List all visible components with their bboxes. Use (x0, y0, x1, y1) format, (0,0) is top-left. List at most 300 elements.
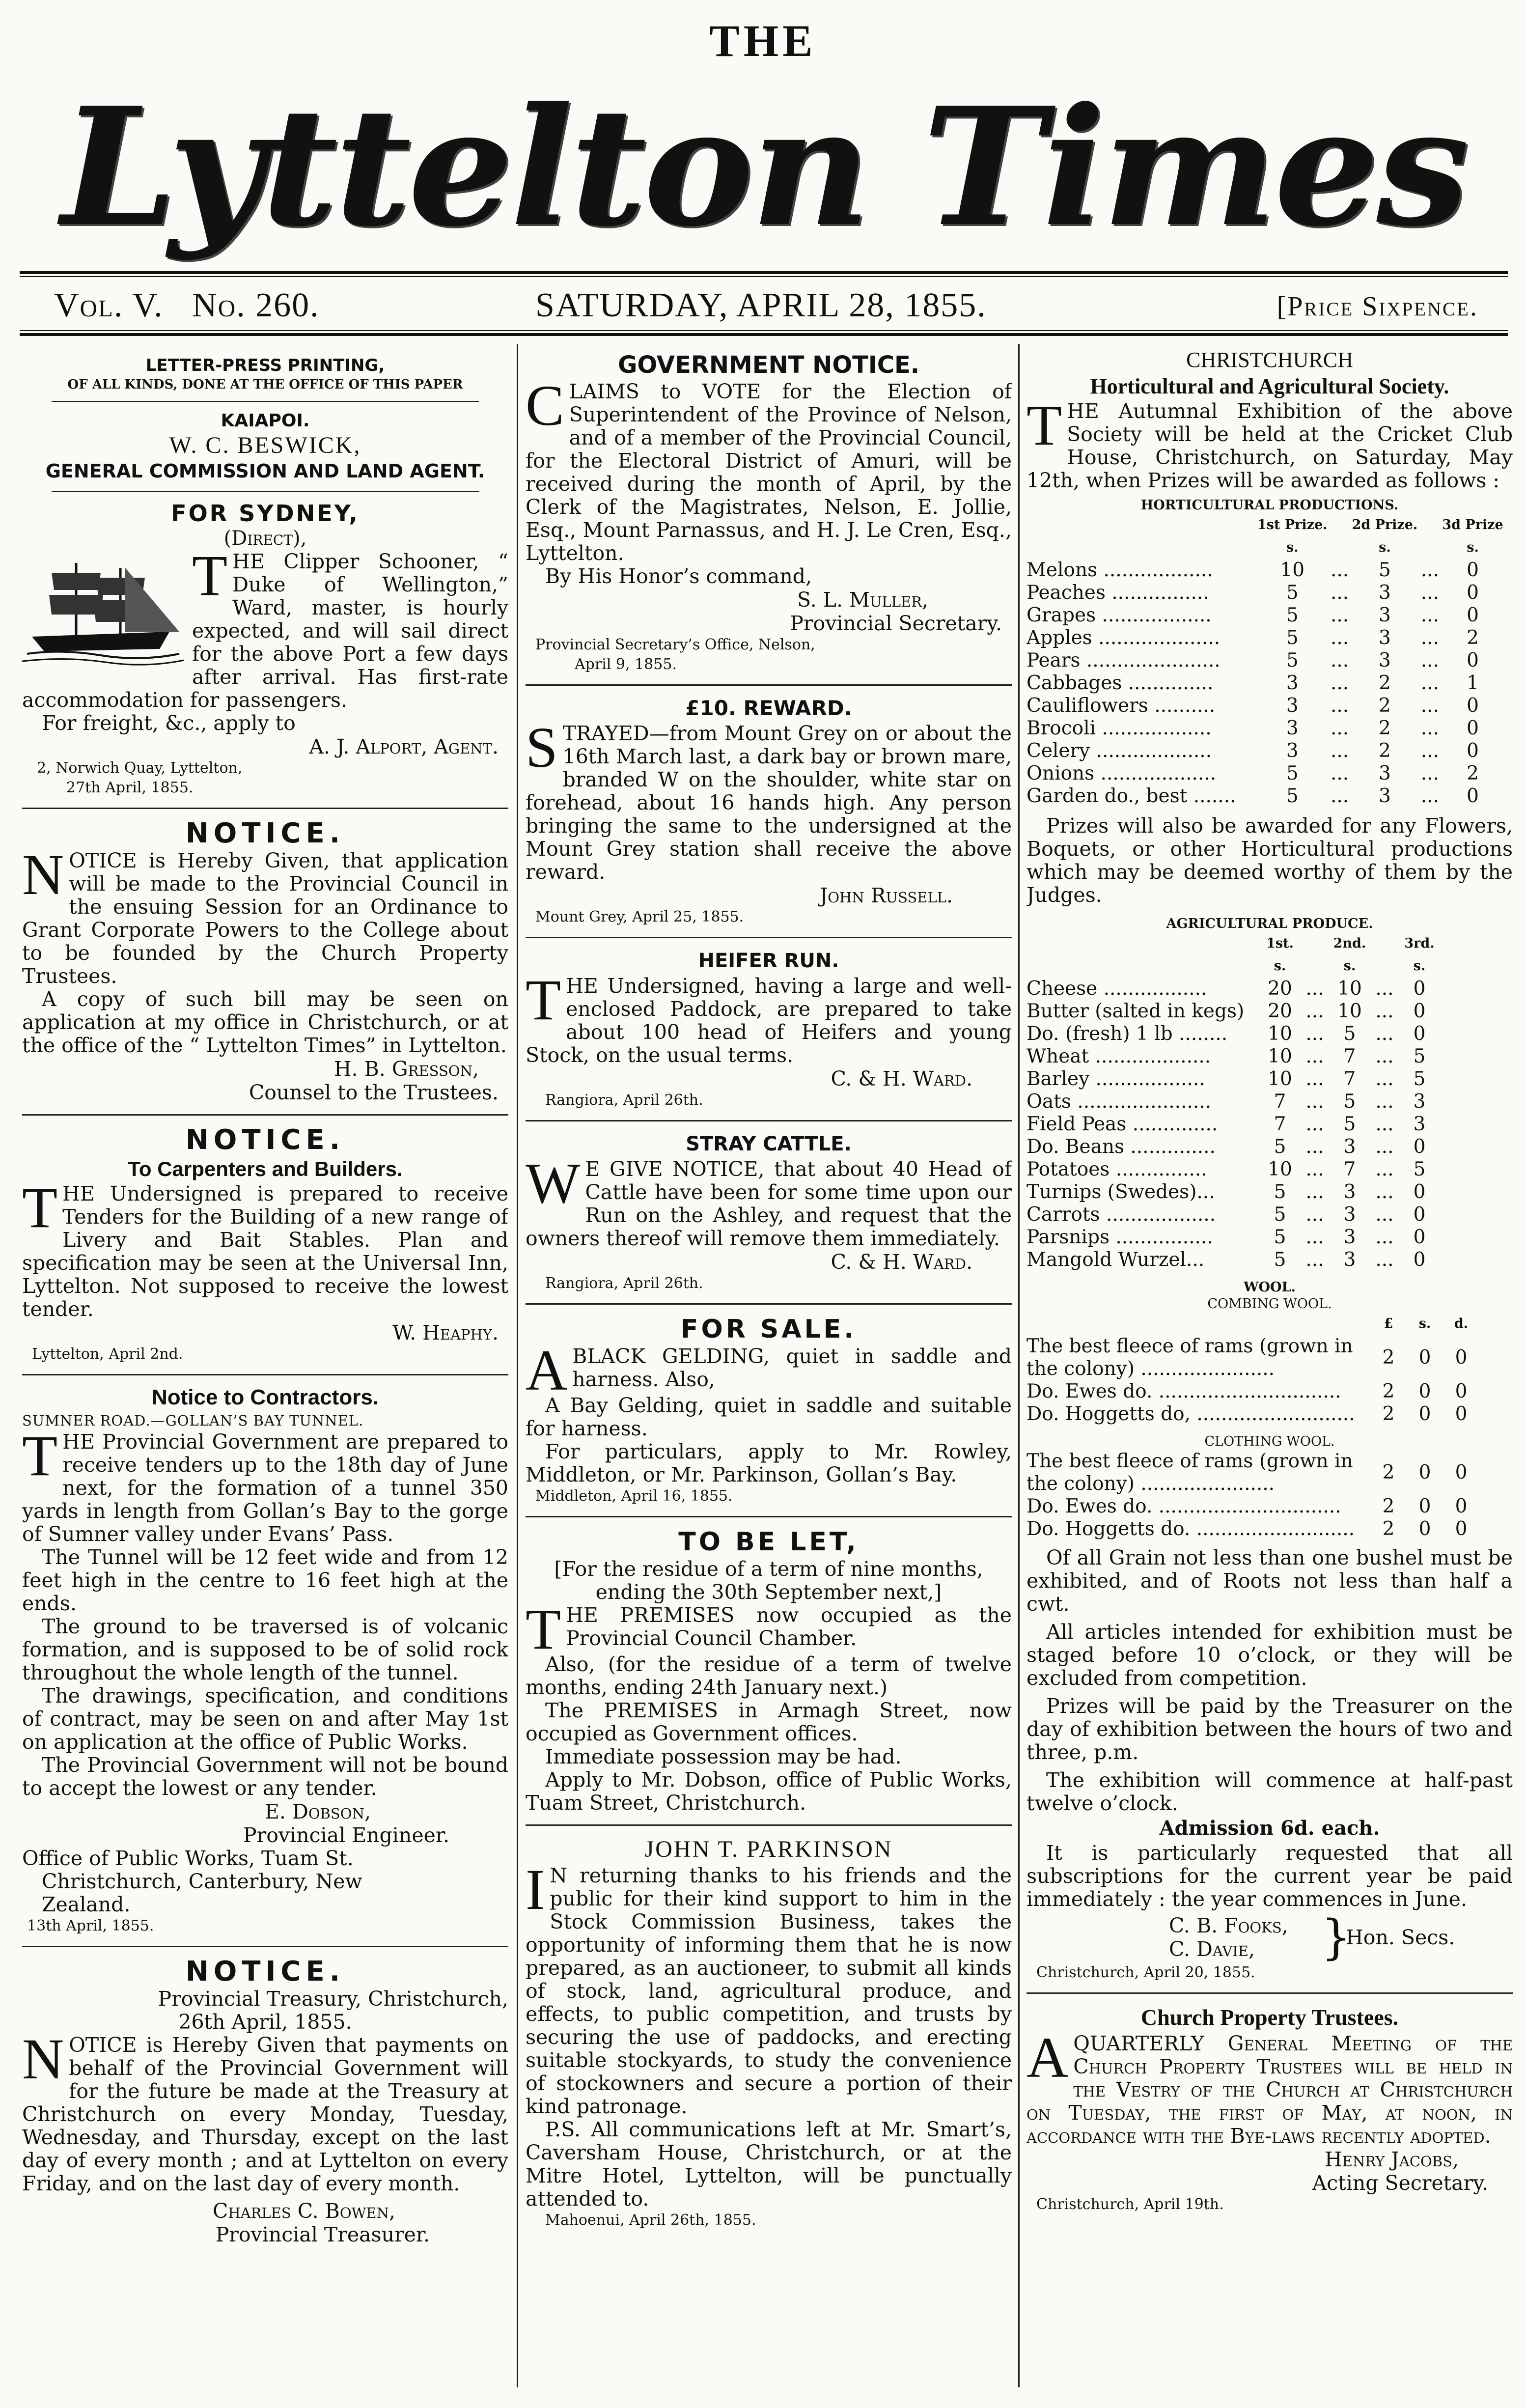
prize-item: Grapes .................. (1027, 604, 1212, 626)
prize-second: 7 (1343, 1045, 1356, 1067)
prize-row (1027, 1181, 1442, 1204)
divider (1027, 1992, 1513, 1994)
separator: ... (1330, 649, 1349, 672)
unit-label: s. (1286, 540, 1299, 555)
separator: ... (1375, 1068, 1394, 1090)
prize-first: 5 (1286, 582, 1299, 604)
separator: ... (1305, 1249, 1324, 1271)
prize-second: 3 (1343, 1204, 1356, 1226)
contractors-p3: The ground to be traversed is of volcanic formation, and is supposed to be of solid rock throughout the whole length of the tunnel. (22, 1615, 508, 1684)
wool-pence: 0 (1455, 1461, 1468, 1484)
parkinson-notice (526, 1835, 1012, 2230)
prize-third: 0 (1413, 1000, 1426, 1022)
let-p5: Apply to Mr. Dobson, office of Public Works, Tuam Street, Christchurch. (526, 1768, 1012, 1815)
wool-pence: 0 (1455, 1403, 1468, 1425)
sydney-apply: For freight, &c., apply to (42, 711, 296, 735)
treasury-date: 26th April, 1855. (178, 2010, 352, 2034)
unit-label: s. (1413, 958, 1426, 974)
reward-body: STRAYED—from Mount Grey on or about the 16th March last, a dark bay or brown mare, branded W on the shoulder, white star on forehead, about 16 hands high. Any person bringing the same to the undersigned at the Mount Grey station shall receive the above reward. (526, 715, 1012, 884)
prize-first: 5 (1274, 1226, 1286, 1248)
separator: ... (1420, 649, 1439, 672)
contractors-signature-title: Provincial Engineer. (243, 1823, 449, 1847)
notice-college (22, 818, 508, 1104)
contractors-body: THE Provincial Government are prepared to receive tenders up to the 18th day of June next, for the formation of a tunnel 350 yards in length from Gollan’s Bay to the gorge of Sumner valley under Evans’ Pass. (22, 1424, 508, 1546)
prize-second: 3 (1379, 582, 1391, 604)
notice-heading: NOTICE. (185, 817, 345, 849)
wool-item: Do. Ewes do. .............................. (1027, 1495, 1341, 1517)
hort-date: Christchurch, April 20, 1855. (1036, 1964, 1255, 1981)
printing-ad (22, 355, 508, 393)
wool-shillings: 0 (1418, 1403, 1431, 1425)
government-notice (526, 350, 1012, 674)
let-p3: The PREMISES in Armagh Street, now occupied as Government offices. (526, 1699, 1012, 1745)
church-date: Christchurch, April 19th. (1036, 2196, 1224, 2213)
gov-signature: S. L. Muller, (797, 588, 928, 612)
wool-pounds: 2 (1382, 1380, 1395, 1402)
church-signature: Henry Jacobs, (1325, 2148, 1459, 2171)
wool-item: Do. Ewes do. .............................. (1027, 1380, 1341, 1402)
separator: ... (1330, 695, 1349, 717)
separator: ... (1420, 627, 1439, 649)
notice-heading: NOTICE. (185, 1124, 345, 1156)
let-sub-2: ending the 30th September next,] (595, 1580, 942, 1604)
separator: ... (1305, 1136, 1324, 1158)
prize-item: Do. (fresh) 1 lb ........ (1027, 1023, 1228, 1045)
prize-item: Parsnips ................ (1027, 1226, 1213, 1248)
heifer-heading: HEIFER RUN. (698, 950, 839, 972)
prize-item: Pears ...................... (1027, 649, 1221, 672)
notice-carpenters (22, 1124, 508, 1364)
prize-first: 5 (1274, 1136, 1286, 1158)
prize-first: 7 (1274, 1091, 1286, 1113)
divider (52, 491, 479, 492)
prize-first: 3 (1286, 672, 1299, 694)
divider (526, 1824, 1012, 1826)
col-header: 1st Prize. (1257, 517, 1328, 532)
wool-item: Do. Hoggetts do, .......................... (1027, 1403, 1355, 1425)
dateline (20, 280, 1508, 329)
divider (526, 1303, 1012, 1305)
wool-shillings: 0 (1418, 1518, 1431, 1540)
treasury-signature: Charles C. Bowen, (212, 2199, 395, 2223)
separator: ... (1330, 672, 1349, 694)
separator: ... (1305, 1091, 1324, 1113)
prize-first: 5 (1286, 762, 1299, 784)
prize-second: 7 (1343, 1158, 1356, 1180)
separator: ... (1305, 1158, 1324, 1180)
separator: ... (1420, 559, 1439, 581)
printing-heading: LETTER-PRESS PRINTING, (145, 356, 385, 375)
treasury-signature-title: Provincial Treasurer. (215, 2223, 430, 2246)
prize-third: 0 (1413, 1249, 1426, 1271)
prize-row (1027, 740, 1503, 762)
prize-second: 3 (1343, 1136, 1356, 1158)
separator: ... (1375, 978, 1394, 1000)
unit-label: s. (1274, 958, 1286, 974)
prize-item: Do. Beans .............. (1027, 1136, 1216, 1158)
wool-row (1027, 1495, 1479, 1518)
prize-third: 0 (1413, 1181, 1426, 1203)
separator: ... (1420, 740, 1439, 762)
separator: ... (1305, 1181, 1324, 1203)
divider (526, 1120, 1012, 1121)
separator: ... (1330, 559, 1349, 581)
prize-second: 10 (1337, 978, 1362, 1000)
prize-second: 2 (1379, 717, 1391, 739)
beswick-ad (22, 410, 508, 483)
prize-item: Barley .................. (1027, 1068, 1205, 1090)
prize-third: 2 (1467, 762, 1479, 784)
prize-first: 10 (1280, 559, 1305, 581)
stray-body: W E GIVE NOTICE, that about 40 Head of Cattle have been for some time upon our Run on the Ashley, and request that the owners thereof will remove them immediately. (526, 1151, 1012, 1250)
divider (22, 1374, 508, 1375)
let-p4: Immediate possession may be had. (545, 1745, 902, 1768)
prize-first: 5 (1274, 1249, 1286, 1271)
prize-row (1027, 1068, 1442, 1091)
prize-item: Field Peas .............. (1027, 1113, 1218, 1135)
separator: ... (1330, 762, 1349, 784)
sale-p3: For particulars, apply to Mr. Rowley, Middleton, or Mr. Parkinson, Gollan’s Bay. (526, 1440, 1012, 1486)
prize-row (1027, 762, 1503, 785)
separator: ... (1420, 695, 1439, 717)
hort-heading-1: CHRISTCHURCH (1186, 348, 1353, 372)
notice-body-2: A copy of such bill may be seen on application at my office in Christchurch, or at the office of the “ Lyttelton Times” in Lyttelton. (22, 987, 508, 1057)
prize-row (1027, 604, 1503, 627)
divider (52, 401, 479, 402)
separator: ... (1305, 978, 1324, 1000)
divider (526, 937, 1012, 938)
wool-pence: 0 (1455, 1495, 1468, 1517)
admission: Admission 6d. each. (1159, 1817, 1380, 1840)
brace-icon: } (1321, 1910, 1352, 1965)
separator: ... (1305, 1204, 1324, 1226)
prize-first: 10 (1268, 1068, 1292, 1090)
wool-row (1027, 1380, 1479, 1403)
separator: ... (1375, 1091, 1394, 1113)
stray-notice (526, 1130, 1012, 1293)
prize-third: 0 (1467, 740, 1479, 762)
prize-row (1027, 559, 1503, 582)
notice-body: THE Undersigned is prepared to receive Tenders for the Building of a new range of Livery and Bait Stables. Plan and specification may be seen at the Universal Inn, Lyttelton. Not supposed to receive the lowest tender. (22, 1176, 508, 1321)
prize-second: 3 (1379, 762, 1391, 784)
column-3 (1027, 344, 1513, 2392)
column-rule (517, 344, 518, 2387)
separator: ... (1375, 1249, 1394, 1271)
masthead-rule-top-thin (20, 276, 1508, 277)
prize-item: Apples .................... (1027, 627, 1221, 649)
separator: ... (1375, 1000, 1394, 1022)
sale-p2: A Bay Gelding, quiet in saddle and suitable for harness. (526, 1394, 1012, 1440)
separator: ... (1375, 1023, 1394, 1045)
separator: ... (1305, 1023, 1324, 1045)
prize-second: 3 (1379, 785, 1391, 807)
church-property-notice (1027, 2003, 1513, 2214)
separator: ... (1375, 1158, 1394, 1180)
beswick-name: W. C. BESWICK, (169, 432, 361, 458)
sydney-subheading: (Direct), (223, 527, 307, 550)
volume-number: Vol. V. No. 260. (54, 286, 320, 324)
gov-office: Provincial Secretary’s Office, Nelson, (535, 636, 815, 653)
contractors-heading: Notice to Contractors. (151, 1385, 379, 1409)
prize-row (1027, 1000, 1442, 1023)
masthead-the: THE (709, 16, 817, 66)
prize-first: 20 (1268, 978, 1292, 1000)
sale-body: ABLACK GELDING, quiet in saddle and harness. Also, (526, 1338, 1012, 1402)
prize-first: 20 (1268, 1000, 1292, 1022)
prize-third: 0 (1467, 649, 1479, 672)
church-heading: Church Property Trustees. (1140, 2005, 1399, 2030)
prize-second: 5 (1343, 1023, 1356, 1045)
prize-item: Turnips (Swedes)... (1027, 1181, 1215, 1203)
reward-notice (526, 695, 1012, 927)
sydney-date: 27th April, 1855. (66, 779, 194, 796)
separator: ... (1375, 1113, 1394, 1135)
hon-secs-label: Hon. Secs. (1346, 1926, 1455, 1949)
wool-pounds: 2 (1382, 1495, 1395, 1517)
wool-pence: 0 (1455, 1346, 1468, 1369)
notice-signature-title: Counsel to the Trustees. (249, 1081, 499, 1104)
wool-row (1027, 1450, 1479, 1495)
prize-row (1027, 582, 1503, 604)
prize-first: 5 (1286, 649, 1299, 672)
clothing-wool-table (1027, 1450, 1479, 1540)
col-header: 2d Prize. (1352, 517, 1418, 532)
wool-pounds: 2 (1382, 1461, 1395, 1484)
prize-first: 10 (1268, 1158, 1292, 1180)
sydney-agent: A. J. Alport, Agent. (309, 735, 499, 758)
stray-date: Rangiora, April 26th. (545, 1275, 703, 1292)
wool-pounds: 2 (1382, 1518, 1395, 1540)
prize-row (1027, 1045, 1442, 1068)
prize-first: 7 (1274, 1113, 1286, 1135)
prize-item: Butter (salted in kegs) (1027, 1000, 1245, 1022)
unit-label: s. (1467, 540, 1479, 555)
wool-shillings: 0 (1418, 1380, 1431, 1402)
sec-2: C. Davie, (1169, 1937, 1255, 1961)
contractors-subheading: SUMNER ROAD.—GOLLAN’S BAY TUNNEL. (22, 1412, 364, 1429)
masthead-rule-bottom (20, 330, 1508, 331)
reward-signature: John Russell. (819, 884, 953, 907)
prize-row (1027, 1091, 1442, 1113)
prize-row (1027, 785, 1503, 808)
reward-heading: £10. REWARD. (685, 696, 852, 720)
prize-second: 3 (1379, 604, 1391, 626)
prize-third: 5 (1413, 1158, 1426, 1180)
hort-productions-heading: HORTICULTURAL PRODUCTIONS. (1140, 498, 1399, 513)
unit-label: s. (1379, 540, 1391, 555)
separator: ... (1305, 1113, 1324, 1135)
prize-item: Brocoli .................. (1027, 717, 1212, 739)
col-header: 3rd. (1404, 936, 1435, 951)
prize-second: 2 (1379, 740, 1391, 762)
prize-item: Mangold Wurzel... (1027, 1249, 1205, 1271)
contractors-date: 13th April, 1855. (27, 1917, 154, 1934)
parkinson-date: Mahoenui, April 26th, 1855. (545, 2212, 756, 2229)
gov-command: By His Honor’s command, (545, 564, 812, 588)
separator: ... (1420, 717, 1439, 739)
separator: ... (1420, 582, 1439, 604)
prize-second: 3 (1343, 1181, 1356, 1203)
agricultural-prize-table (1027, 932, 1442, 1271)
prize-row (1027, 1136, 1442, 1158)
column-rule (1018, 344, 1020, 2387)
beswick-place: KAIAPOI. (221, 411, 310, 431)
prize-row (1027, 1158, 1442, 1181)
prize-third: 2 (1467, 627, 1479, 649)
hort-grain-note: Of all Grain not less than one bushel must be exhibited, and of Roots not less than half a cwt. (1027, 1546, 1513, 1616)
separator: ... (1305, 1068, 1324, 1090)
sydney-address: 2, Norwich Quay, Lyttelton, (37, 759, 243, 777)
contractors-address-3: Zealand. (42, 1893, 131, 1916)
separator: ... (1375, 1045, 1394, 1067)
prize-first: 5 (1286, 604, 1299, 626)
prize-third: 0 (1467, 695, 1479, 717)
prize-second: 3 (1379, 627, 1391, 649)
prize-row (1027, 978, 1442, 1000)
hort-subscriptions-note: It is particularly requested that all subscriptions for the current year be paid immediately : the year commences in June. (1027, 1841, 1513, 1911)
prize-third: 5 (1413, 1045, 1426, 1067)
separator: ... (1330, 717, 1349, 739)
separator: ... (1330, 604, 1349, 626)
prize-item: Oats ...................... (1027, 1091, 1212, 1113)
wool-row (1027, 1518, 1479, 1540)
masthead-rule-top (20, 271, 1508, 274)
wool-pence: 0 (1455, 1518, 1468, 1540)
wool-heading: WOOL. (1244, 1280, 1296, 1295)
prize-second: 3 (1379, 649, 1391, 672)
prize-first: 10 (1268, 1023, 1292, 1045)
separator: ... (1420, 762, 1439, 784)
separator: ... (1375, 1204, 1394, 1226)
gov-body: CLAIMS to VOTE for the Election of Superintendent of the Province of Nelson, and of a member of the Provincial Council, for the Electoral District of Amuri, will be received during the month of April, by the Clerk of the Magistrates, Nelson, E. Jollie, Esq., Mount Parnassus, and H. J. Le Cren, Esq., Lyttelton. (526, 373, 1012, 565)
col-header: d. (1454, 1316, 1469, 1331)
divider (22, 1114, 508, 1116)
heifer-notice (526, 947, 1012, 1110)
prize-second: 10 (1337, 1000, 1362, 1022)
notice-contractors (22, 1384, 508, 1936)
contractors-p5: The Provincial Government will not be bound to accept the lowest or any tender. (22, 1753, 508, 1800)
let-heading: TO BE LET, (678, 1527, 859, 1557)
prize-item: Carrots .................. (1027, 1204, 1216, 1226)
prize-row (1027, 672, 1503, 695)
prize-first: 10 (1268, 1045, 1292, 1067)
wool-pounds: 2 (1382, 1346, 1395, 1369)
prize-row (1027, 1249, 1442, 1271)
wool-item: The best fleece of rams (grown in the colony) ...................... (1027, 1335, 1353, 1380)
prize-third: 0 (1467, 717, 1479, 739)
sale-date: Middleton, April 16, 1855. (535, 1487, 733, 1505)
notice-heading: NOTICE. (185, 1956, 345, 1988)
prize-row (1027, 1226, 1442, 1249)
parkinson-heading: JOHN T. PARKINSON (644, 1836, 893, 1862)
prize-row (1027, 1113, 1442, 1136)
unit-label: s. (1343, 958, 1356, 974)
prize-first: 5 (1274, 1204, 1286, 1226)
col-header: 2nd. (1333, 936, 1366, 951)
divider (526, 1516, 1012, 1517)
heifer-signature: C. & H. Ward. (831, 1067, 972, 1091)
printing-subheading: OF ALL KINDS, DONE AT THE OFFICE OF THIS PAPER (67, 377, 463, 392)
notice-signature: W. Heaphy. (392, 1321, 499, 1344)
treasury-body: NOTICE is Hereby Given that payments on behalf of the Provincial Government will for the future be made at the Treasury at Christchurch on every Monday, Tuesday, Wednesday, and Thursday, except on the last day of every month ; and at Lyttelton on every Friday, and on the last day of every month. (22, 2027, 508, 2195)
hort-staged-note: All articles intended for exhibition must be staged before 10 o’clock, or they will be excluded from competition. (1027, 1620, 1513, 1690)
col-header: £ (1384, 1316, 1393, 1331)
divider (22, 808, 508, 809)
col-header: 3d Prize (1442, 517, 1503, 532)
prize-item: Onions ................... (1027, 762, 1217, 784)
church-signature-title: Acting Secretary. (1312, 2171, 1488, 2195)
treasury-place: Provincial Treasury, Christchurch, (158, 1987, 508, 2011)
parkinson-body: I N returning thanks to his friends and the public for their kind support to him in the Stock Commission Business, takes the opportunity of informing them that he is now prepared, as an auctioneer, to submit all kinds of stock, land, agricultural produce, and effects, to public competition, and trusts by securing the use of paddocks, and erecting suitable stockyards, to study the convenience of stockowners and secure a portion of their kind patronage. (526, 1857, 1012, 2118)
prize-item: Peaches ................ (1027, 582, 1209, 604)
prize-item: Wheat ................... (1027, 1045, 1211, 1067)
separator: ... (1420, 672, 1439, 694)
wool-row (1027, 1403, 1479, 1426)
prize-third: 0 (1413, 978, 1426, 1000)
gov-date: April 9, 1855. (575, 656, 677, 673)
let-notice (526, 1526, 1012, 1815)
parkinson-p2: P.S. All communications left at Mr. Smart’s, Caversham House, Christchurch, or at the Mitre Hotel, Lyttelton, will be punctually attended to. (526, 2118, 1012, 2211)
prize-row (1027, 695, 1503, 717)
prize-first: 5 (1274, 1181, 1286, 1203)
prize-second: 5 (1379, 559, 1391, 581)
prize-third: 3 (1413, 1113, 1426, 1135)
prize-third: 0 (1413, 1226, 1426, 1248)
prize-item: Garden do., best ....... (1027, 785, 1236, 807)
prize-first: 3 (1286, 717, 1299, 739)
wool-shillings: 0 (1418, 1346, 1431, 1369)
contractors-address: Office of Public Works, Tuam St. (22, 1847, 354, 1870)
wool-item: Do. Hoggetts do. .......................... (1027, 1518, 1355, 1540)
prize-third: 1 (1467, 672, 1479, 694)
hon-secs (1027, 1910, 1513, 1965)
col-header: 1st. (1266, 936, 1294, 951)
wool-shillings: 0 (1418, 1495, 1431, 1517)
prize-item: Cabbages .............. (1027, 672, 1214, 694)
hort-heading-2: Horticultural and Agricultural Society. (1090, 374, 1449, 398)
prize-row (1027, 717, 1503, 740)
heifer-date: Rangiora, April 26th. (545, 1092, 703, 1109)
prize-second: 5 (1343, 1113, 1356, 1135)
notice-subheading: To Carpenters and Builders. (128, 1157, 403, 1180)
masthead-title: Lyttelton Times (61, 72, 1467, 262)
stray-signature: C. & H. Ward. (831, 1250, 972, 1274)
sydney-ad (22, 500, 508, 798)
separator: ... (1375, 1181, 1394, 1203)
separator: ... (1305, 1045, 1324, 1067)
prize-second: 5 (1343, 1091, 1356, 1113)
prize-row (1027, 627, 1503, 649)
separator: ... (1330, 627, 1349, 649)
col-header: s. (1418, 1316, 1431, 1331)
prize-first: 5 (1286, 785, 1299, 807)
masthead-rule-bottom-thick (20, 333, 1508, 336)
prize-row (1027, 649, 1503, 672)
separator: ... (1305, 1226, 1324, 1248)
prize-third: 0 (1467, 582, 1479, 604)
sec-1: C. B. Fooks, (1169, 1914, 1288, 1937)
wool-pounds: 2 (1382, 1403, 1395, 1425)
prize-third: 0 (1467, 604, 1479, 626)
wool-row (1027, 1335, 1479, 1380)
reward-date: Mount Grey, April 25, 1855. (535, 908, 744, 925)
prize-item: Potatoes ............... (1027, 1158, 1207, 1180)
separator: ... (1330, 582, 1349, 604)
column-1 (22, 344, 508, 2392)
prize-second: 7 (1343, 1068, 1356, 1090)
separator: ... (1330, 785, 1349, 807)
prize-item: Celery ................... (1027, 740, 1212, 762)
